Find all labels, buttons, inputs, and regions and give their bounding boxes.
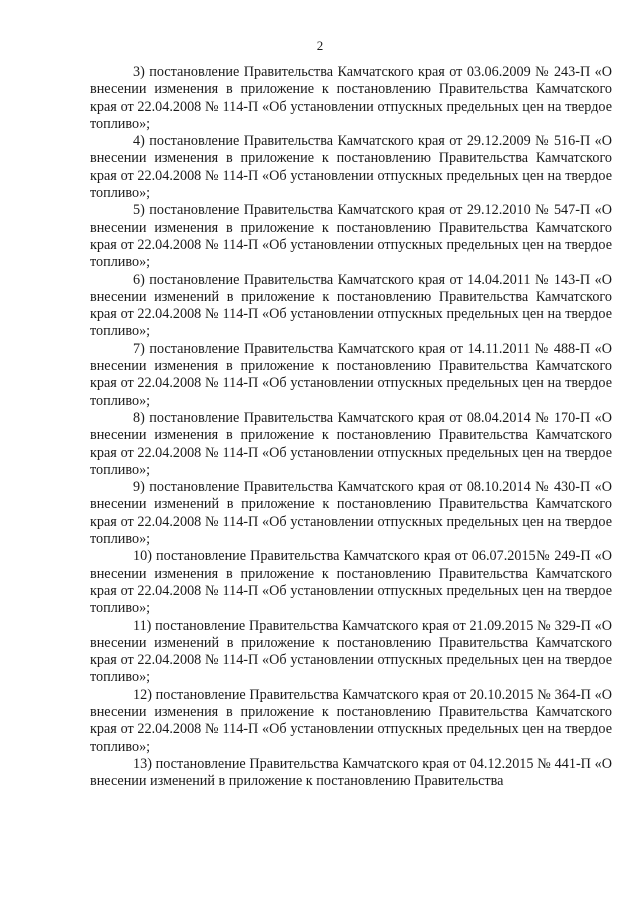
document-body (90, 64, 612, 790)
list-item: 11) постановление Правительства Камчатского края от 21.09.2015 № 329-П «О внесении изменений в приложение к постановлению Правительства Камчатского края от 22.04.2008 № 114-П «Об установлении отпускных предельных цен на твердое топливо»; (90, 617, 612, 686)
list-item: 7) постановление Правительства Камчатского края от 14.11.2011 № 488-П «О внесении изменения в приложение к постановлению Правительства Камчатского края от 22.04.2008 № 114-П «Об установлении отпускных предельных цен на твердое топливо»; (90, 340, 612, 409)
list-item: 8) постановление Правительства Камчатского края от 08.04.2014 № 170-П «О внесении изменения в приложение к постановлению Правительства Камчатского края от 22.04.2008 № 114-П «Об установлении отпускных предельных цен на твердое топливо»; (90, 409, 612, 478)
list-item: 10) постановление Правительства Камчатского края от 06.07.2015№ 249-П «О внесении изменения в приложение к постановлению Правительства Камчатского края от 22.04.2008 № 114-П «Об установлении отпускных предельных цен на твердое топливо»; (90, 548, 612, 617)
list-item: 3) постановление Правительства Камчатского края от 03.06.2009 № 243-П «О внесении изменения в приложение к постановлению Правительства Камчатского края от 22.04.2008 № 114-П «Об установлении отпускных предельных цен на твердое топливо»; (90, 64, 612, 132)
list-item: 13) постановление Правительства Камчатского края от 04.12.2015 № 441-П «О внесении изменений в приложение к постановлению Правительства (90, 755, 612, 790)
list-item: 12) постановление Правительства Камчатского края от 20.10.2015 № 364-П «О внесении изменения в приложение к постановлению Правительства Камчатского края от 22.04.2008 № 114-П «Об установлении отпускных предельных цен на твердое топливо»; (90, 686, 612, 755)
list-item: 5) постановление Правительства Камчатского края от 29.12.2010 № 547-П «О внесении изменения в приложение к постановлению Правительства Камчатского края от 22.04.2008 № 114-П «Об установлении отпускных предельных цен на твердое топливо»; (90, 202, 612, 271)
list-item: 4) постановление Правительства Камчатского края от 29.12.2009 № 516-П «О внесении изменения в приложение к постановлению Правительства Камчатского края от 22.04.2008 № 114-П «Об установлении отпускных предельных цен на твердое топливо»; (90, 133, 612, 202)
list-item: 6) постановление Правительства Камчатского края от 14.04.2011 № 143-П «О внесении изменений в приложение к постановлению Правительства Камчатского края от 22.04.2008 № 114-П «Об установлении отпускных предельных цен на твердое топливо»; (90, 271, 612, 340)
list-item: 9) постановление Правительства Камчатского края от 08.10.2014 № 430-П «О внесении изменений в приложение к постановлению Правительства Камчатского края от 22.04.2008 № 114-П «Об установлении отпускных предельных цен на твердое топливо»; (90, 479, 612, 548)
page-number: 2 (316, 38, 324, 53)
